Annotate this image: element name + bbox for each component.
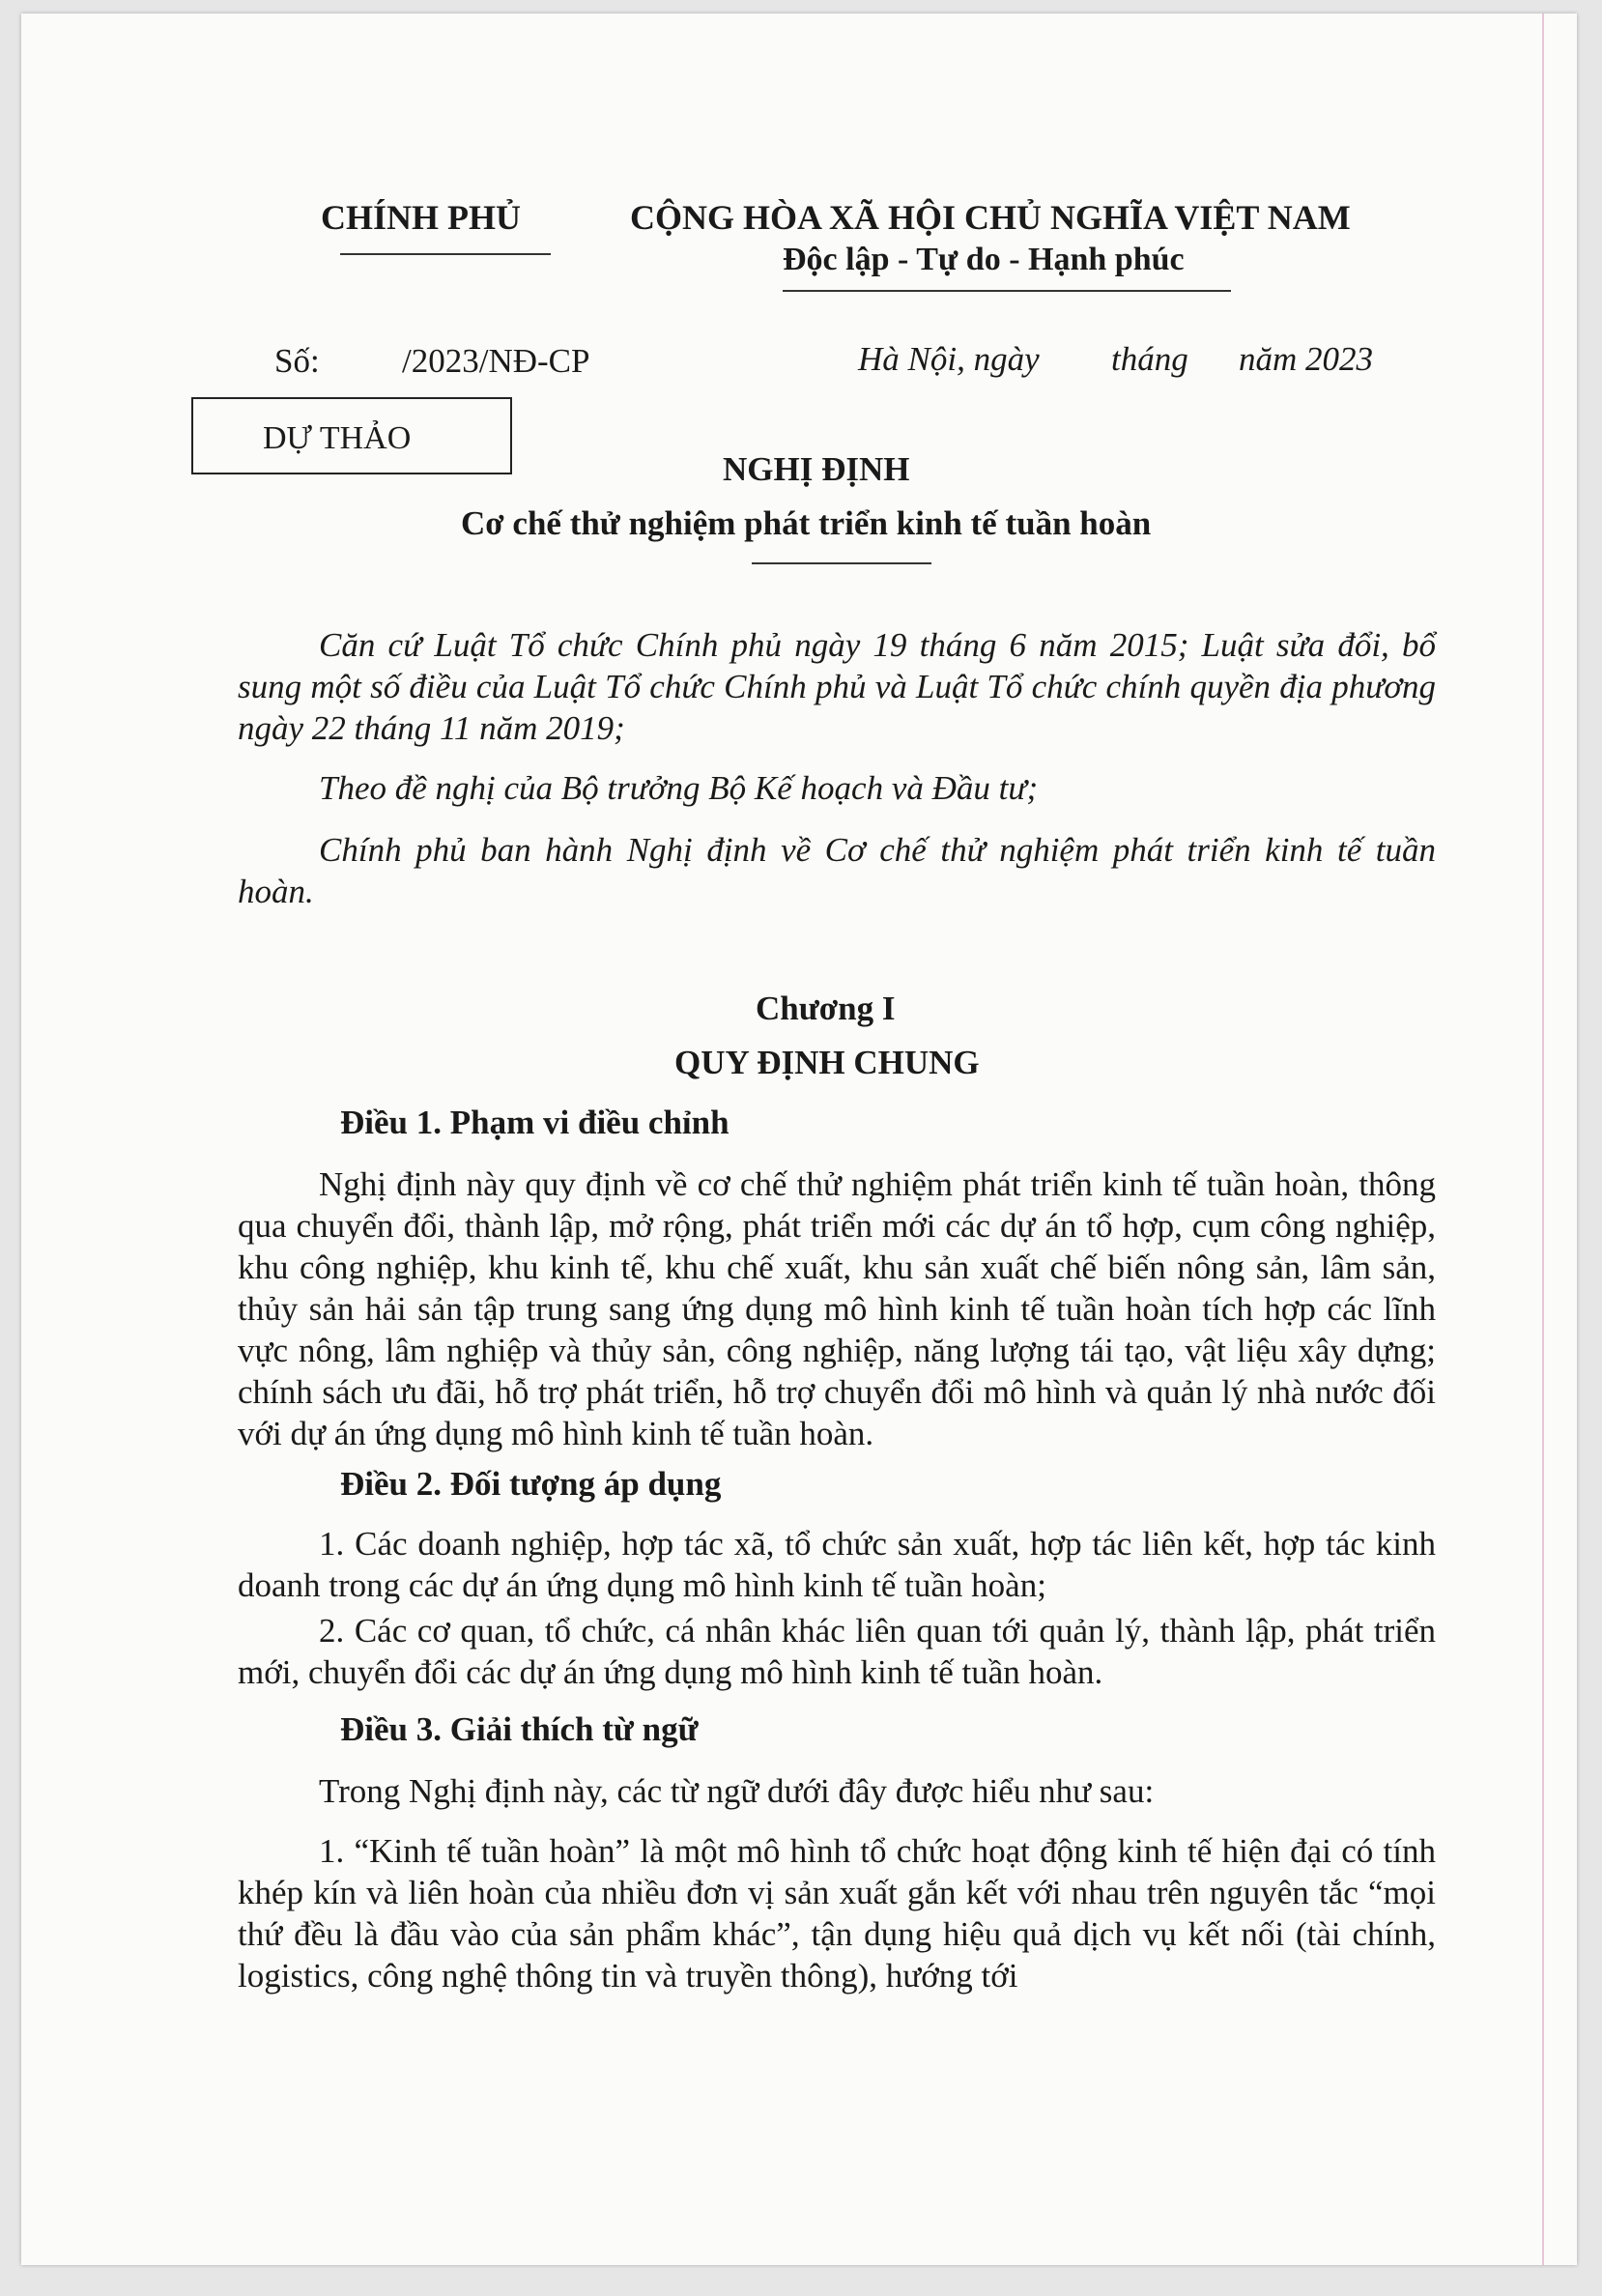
- article-2-heading: Điều 2. Đối tượng áp dụng: [340, 1465, 722, 1503]
- doc-type: NGHỊ ĐỊNH: [723, 450, 910, 488]
- country-name: CỘNG HÒA XÃ HỘI CHỦ NGHĨA VIỆT NAM: [630, 198, 1351, 237]
- preamble-legal-basis: Căn cứ Luật Tổ chức Chính phủ ngày 19 tháng 6 năm 2015; Luật sửa đổi, bổ sung một số điều của Luật Tổ chức Chính phủ và Luật Tổ chức chính quyền địa phương ngày 22 tháng 11 năm 2019;: [238, 626, 1436, 747]
- agency-name: CHÍNH PHỦ: [321, 198, 521, 237]
- preamble-issuance: Chính phủ ban hành Nghị định về Cơ chế thử nghiệm phát triển kinh tế tuần hoàn.: [238, 831, 1436, 910]
- article-3-heading: Điều 3. Giải thích từ ngữ: [340, 1710, 699, 1748]
- date-month: tháng: [1111, 340, 1188, 378]
- article-3-intro: Trong Nghị định này, các từ ngữ dưới đây được hiểu như sau:: [319, 1772, 1155, 1810]
- article-2-item-1: 1. Các doanh nghiệp, hợp tác xã, tổ chức sản xuất, hợp tác liên kết, hợp tác kinh doanh trong các dự án ứng dụng mô hình kinh tế tuần hoàn;: [238, 1525, 1436, 1604]
- article-1-paragraph: Nghị định này quy định về cơ chế thử nghiệm phát triển kinh tế tuần hoàn, thông qua chuyển đổi, thành lập, mở rộng, phát triển mới các dự án tổ hợp, cụm công nghiệp, khu công nghiệp, khu kinh tế, khu chế xuất, khu sản xuất chế biến nông sản, lâm sản, thủy sản hải sản tập trung sang ứng dụng mô hình kinh tế tuần hoàn tích hợp các lĩnh vực nông, lâm nghiệp và thủy sản, công nghiệp, năng lượng tái tạo, vật liệu xây dựng; chính sách ưu đãi, hỗ trợ phát triển, hỗ trợ chuyển đổi mô hình và quản lý nhà nước đối với dự án ứng dụng mô hình kinh tế tuần hoàn.: [238, 1165, 1436, 1452]
- draft-label: DỰ THẢO: [263, 420, 412, 456]
- chapter-number: Chương I: [756, 990, 896, 1027]
- preamble-proposal: Theo đề nghị của Bộ trưởng Bộ Kế hoạch và Đầu tư;: [319, 769, 1039, 807]
- number-value: /2023/NĐ-CP: [402, 342, 590, 380]
- agency-underline: [340, 253, 551, 255]
- page-edge-mark: [1542, 14, 1544, 2265]
- date-year: năm 2023: [1239, 340, 1374, 378]
- motto: Độc lập - Tự do - Hạnh phúc: [783, 242, 1185, 277]
- document-page: [21, 14, 1577, 2265]
- draft-stamp: [191, 397, 512, 474]
- article-2-item-2: 2. Các cơ quan, tổ chức, cá nhân khác liên quan tới quản lý, thành lập, phát triển mới, chuyển đổi các dự án ứng dụng mô hình kinh tế tuần hoàn.: [238, 1612, 1436, 1691]
- subject-underline: [752, 562, 931, 564]
- motto-underline: [783, 290, 1231, 292]
- chapter-title: QUY ĐỊNH CHUNG: [674, 1044, 980, 1081]
- article-1-heading: Điều 1. Phạm vi điều chỉnh: [340, 1104, 729, 1141]
- article-3-item-1: 1. “Kinh tế tuần hoàn” là một mô hình tổ chức hoạt động kinh tế hiện đại có tính khép kín và liên hoàn của nhiều đơn vị sản xuất gắn kết với nhau trên nguyên tắc “mọi thứ đều là đầu vào của sản phẩm khác”, tận dụng hiệu quả dịch vụ kết nối (tài chính, logistics, công nghệ thông tin và truyền thông), hướng tới: [238, 1832, 1436, 1995]
- doc-subject: Cơ chế thử nghiệm phát triển kinh tế tuần hoàn: [461, 504, 1152, 542]
- place-date: Hà Nội, ngày: [858, 340, 1040, 378]
- number-label: Số:: [274, 342, 320, 380]
